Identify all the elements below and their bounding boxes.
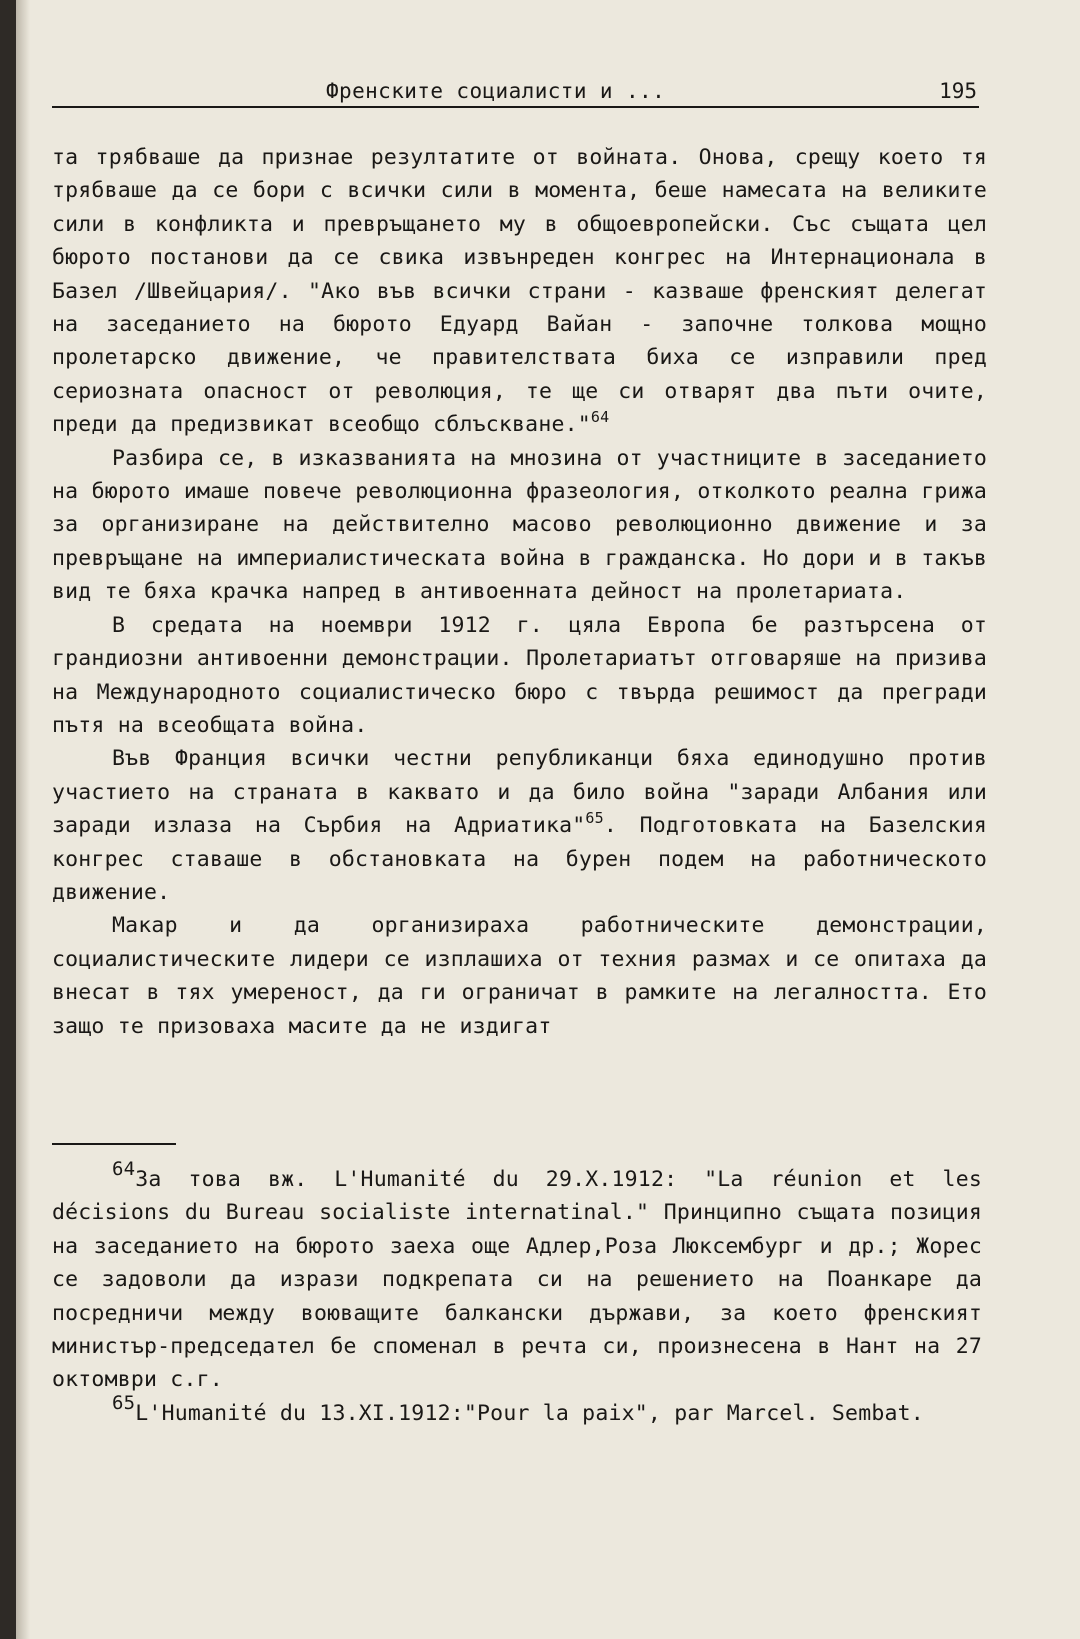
paragraph-5: Макар и да организираха работническите демонстрации, социалистическите лидери се изплашиха от техния размах и се опитаха да внесат в тях умереност, да ги ограничат в рамките на легалността. Ето защо те призоваха масите да не издигат <box>52 913 987 1039</box>
footnote-text: За това вж. L'Humanité du 29.X.1912: "La réunion et les décisions du Bureau socialiste internatinal." Принципно същата позиция на заседанието на бюрото заеха още Адлер,Роза Люксембург и др.; Жорес се задоволи да изрази подкрепата си на решението на Поанкаре да посредничи между воюващите балкански държави, за което френският министър-председател бе споменал в речта си, произнесена в Нант на 27 октомври с.г. <box>52 1167 982 1393</box>
footnote-64 <box>52 1158 982 1397</box>
footnote-ref-64: 64 <box>590 408 610 427</box>
paragraph-2: Разбира се, в изказванията на мнозина от участниците в заседанието на бюрото имаше повече революционна фразеология, отколкото реална грижа за организиране на действително масово революционно движение и за превръщане на империалистическата война в гражданска. Но дори и в такъв вид те бяха крачка напред в антивоенната дейност на пролетариата. <box>52 445 987 605</box>
running-header <box>52 76 979 108</box>
main-text <box>52 141 987 1043</box>
paragraph-1 <box>52 141 987 442</box>
footnote-separator <box>52 1143 176 1145</box>
footnotes <box>52 1158 982 1430</box>
footnote-number: 64 <box>112 1158 136 1180</box>
paragraph-4-end: . Подготовката на Базелския конгрес ставаше в обстановката на бурен подем на работническото движение. <box>52 813 988 905</box>
paragraph-4-text: Във Франция всички честни републиканци бяха единодушно против участието на страната в каквато и да било война "заради Албания или заради излаза на Сърбия на Адриатика" <box>52 746 987 839</box>
footnote-ref-65: 65 <box>585 809 604 828</box>
paragraph-4 <box>52 742 987 909</box>
page-spine-shadow <box>16 0 30 1639</box>
paragraph-3: В средата на ноември 1912 г. цяла Европа бе разтърсена от грандиозни антивоенни демонстрации. Пролетариатът отговаряше на призива на Международното социалистическо бюро с твърда решимост да прегради пътя на всеобщата война. <box>52 612 987 738</box>
footnote-number: 65 <box>112 1391 136 1414</box>
footnote-65 <box>52 1391 982 1430</box>
running-title: Френските социалисти и ... <box>326 79 666 103</box>
page-number: 195 <box>939 79 977 103</box>
footnote-text: L'Humanité du 13.XI.1912:"Pour la paix", par Marcel. Sembat. <box>135 1400 924 1426</box>
paragraph-1-text: та трябваше да признае резултатите от войната. Онова, срещу което тя трябваше да се бори с всички сили в момента, беше намесата на великите сили в конфликта и превръщането му в общоевропейски. Със същата цел бюрото постанови да се свика извънреден конгрес на Интернационала в Базел /Швейцария/. "Ако във всички страни - казваше френският делегат на заседанието на бюрото Едуард Вайан - започне толкова мощно пролетарско движение, че правителствата биха се изправили пред сериозната опасност от революция, те ще си отварят два пъти очите, преди да предизвикат всеобщо сблъскване." <box>52 145 987 438</box>
